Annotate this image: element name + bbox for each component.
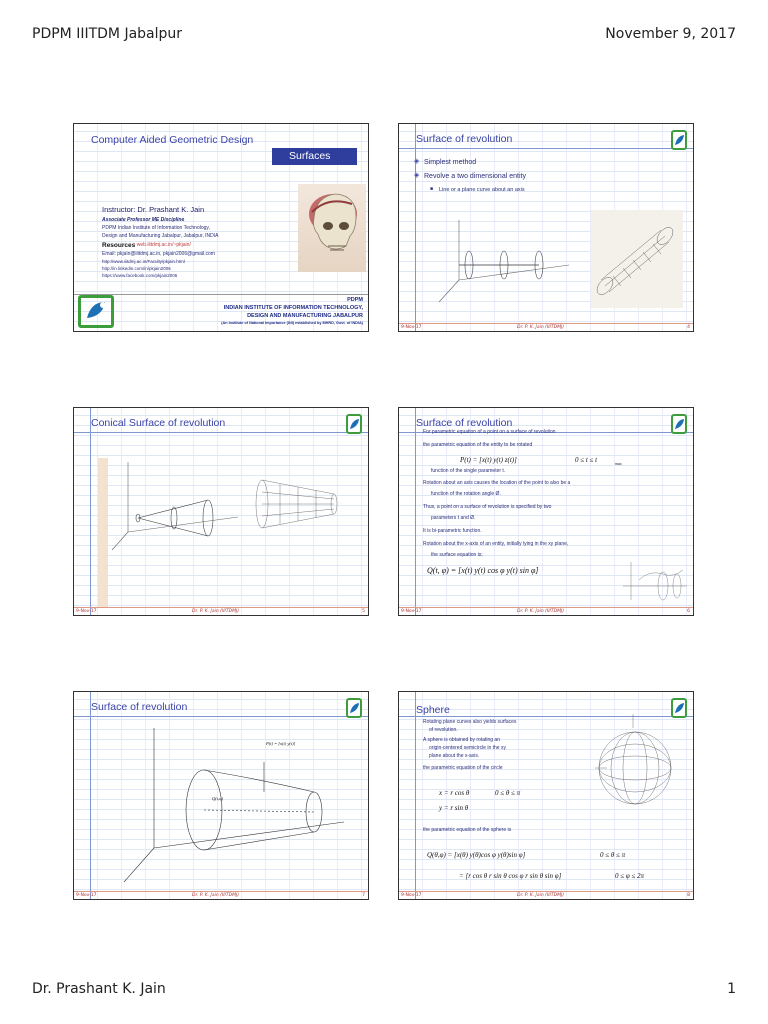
- equation-2: Q(t, φ) = [x(t) y(t) cos φ y(t) sin φ]: [427, 566, 539, 575]
- slide-6-title: Sphere: [416, 704, 450, 716]
- text-line-3: A sphere is obtained by rotating an: [423, 737, 500, 743]
- text-line-6: the parametric equation of the circle: [423, 765, 503, 771]
- equation-1-range: 0 ≤ t ≤ t: [575, 456, 598, 464]
- skull-image: [298, 184, 366, 272]
- instructor-role: Associate Professor ME Discipline: [102, 217, 185, 223]
- surfaces-badge: Surfaces: [272, 148, 357, 165]
- slide-3-date: 9-Nov-17: [76, 609, 97, 614]
- institute-line-2: Design and Manufacturing Jabalpur, Jabalpur, INDIA: [102, 233, 219, 239]
- slide-2-title: Surface of revolution: [416, 133, 513, 145]
- instructor-name: Instructor: Dr. Prashant K. Jain: [102, 205, 205, 214]
- text-line-7: the parametric equation of the sphere is: [423, 827, 512, 833]
- page-number: 1: [727, 981, 736, 997]
- revolution-sketch-figure: [619, 556, 691, 604]
- cone-mesh-figure: [252, 474, 342, 534]
- slide-5-author: Dr. P. K. Jain (IIITDMJ): [192, 893, 240, 898]
- text-line-10: the surface equation is;: [431, 552, 483, 558]
- institute-line-1: PDPM Indian Institute of Information Technology,: [102, 225, 210, 231]
- text-line-6: Thus, a point on a surface of revolution is specified by two: [423, 504, 552, 510]
- email-line: Email: pkjain@iiitdmj.ac.in, pkjain2006@gmail.com: [102, 251, 215, 257]
- slide-3-number: 5: [362, 609, 365, 614]
- slide-4-author: Dr. P. K. Jain (IIITDMJ): [517, 609, 565, 614]
- institute-logo: [78, 295, 114, 328]
- slide-2[interactable]: [398, 123, 694, 332]
- figure-label-p: P(t) = [x(t) y(t)]: [266, 741, 296, 746]
- cone-axis-figure: [108, 452, 248, 562]
- equation-4: = [r cos θ r sin θ cos φ r sin θ sin φ]: [459, 872, 562, 880]
- cone-figure-band: [98, 458, 108, 608]
- org-line-3: DESIGN AND MANUFACTURING JABALPUR: [247, 313, 363, 319]
- text-line-8: It is bi-parametric function.: [423, 528, 482, 534]
- slide-4-number: 6: [687, 609, 690, 614]
- slide-6[interactable]: [398, 691, 694, 900]
- org-line-4: (An Institute of National Importance (INI) established by MHRD, Govt. of INDIA): [221, 321, 363, 325]
- slide-logo-icon: [346, 698, 362, 718]
- page-header-left: PDPM IIITDM Jabalpur: [32, 26, 183, 42]
- url-3[interactable]: https://www.facebook.com/pkjain2006: [102, 273, 178, 278]
- text-line-7: parameters t and Ø.: [431, 515, 476, 521]
- slide-logo-icon: [671, 414, 687, 434]
- bullet-1: Simplest method: [424, 159, 477, 166]
- slide-5[interactable]: [73, 691, 369, 900]
- bullet-2: Revolve a two dimensional entity: [424, 173, 526, 180]
- text-line-9: Rotation about the x-axis of an entity, initially lying in the xy plane,: [423, 541, 569, 547]
- text-line-4: origin-centered semicircle in the xy: [429, 745, 506, 751]
- slide-4-date: 9-Nov-17: [401, 609, 422, 614]
- slide-3-author: Dr. P. K. Jain (IIITDMJ): [192, 609, 240, 614]
- equation-2: y = r sin θ: [439, 804, 469, 812]
- slide-1[interactable]: [73, 123, 369, 332]
- slide-5-title: Surface of revolution: [91, 701, 188, 713]
- page-footer-left: Dr. Prashant K. Jain: [32, 981, 166, 997]
- equation-1: x = r cos θ: [439, 789, 470, 797]
- slide-logo-icon: [671, 130, 687, 150]
- equation-1-sub: max: [615, 461, 622, 466]
- text-line-2: the parametric equation of the entity to be rotated: [423, 442, 533, 448]
- slide-5-date: 9-Nov-17: [76, 893, 97, 898]
- slide-2-author: Dr. P. K. Jain (IIITDMJ): [517, 325, 565, 330]
- url-2[interactable]: http://in.linkedin.com/in/pkjain2006: [102, 266, 171, 271]
- org-line-1: PDPM: [347, 297, 363, 303]
- text-line-5: plane about the x-axis.: [429, 753, 480, 759]
- text-line-1: For parametric equation of a point on a surface of revolution: [423, 429, 556, 435]
- url-1[interactable]: http://www.iiitdmj.ac.in/Faculty/pkjain.html: [102, 259, 185, 264]
- text-line-4: Rotation about an axis causes the location of the point to also be a: [423, 480, 571, 486]
- slide-4-title: Surface of revolution: [416, 417, 513, 429]
- sub-bullet-icon: ■: [430, 186, 434, 192]
- revolution-surface-figure: [114, 722, 354, 892]
- equation-3: Q(θ,φ) = [x(θ) y(θ)cos φ y(θ)sin φ]: [427, 851, 526, 859]
- text-line-1: Rotating plane curves also yields surfaces: [423, 719, 517, 725]
- slide-2-number: 4: [687, 325, 690, 330]
- slide-5-number: 7: [362, 893, 365, 898]
- bullet-1-icon: ◈: [414, 158, 420, 165]
- org-line-2: INDIAN INSTITUTE OF INFORMATION TECHNOLOGY,: [223, 305, 363, 311]
- page-header-right: November 9, 2017: [605, 26, 736, 42]
- text-line-2: of revolution.: [429, 727, 458, 733]
- revolution-axis-figure: [419, 210, 579, 310]
- cylinder-mesh-image: [591, 210, 683, 308]
- slide-6-author: Dr. P. K. Jain (IIITDMJ): [517, 893, 565, 898]
- equation-4-range: 0 ≤ φ ≤ 2π: [615, 872, 645, 880]
- slide-4[interactable]: [398, 407, 694, 616]
- sub-bullet-1: Line or a plane curve about an axis: [439, 187, 525, 193]
- slide-3-title: Conical Surface of revolution: [91, 417, 226, 429]
- resources-link[interactable]: : web.iiitdmj.ac.in/~pkjain/: [134, 242, 191, 248]
- resources-label: Resources: [102, 242, 136, 249]
- slide-6-date: 9-Nov-17: [401, 893, 422, 898]
- text-line-3: function of the single parameter t.: [431, 468, 506, 474]
- slide-logo-icon: [346, 414, 362, 434]
- equation-1: P(t) = [x(t) y(t) z(t)]: [460, 456, 517, 464]
- equation-1-range: 0 ≤ θ ≤ π: [495, 789, 521, 797]
- sphere-mesh-figure: [591, 712, 681, 808]
- text-line-5: function of the rotation angle Ø.: [431, 491, 501, 497]
- slide-6-number: 8: [687, 893, 690, 898]
- figure-label-q: Q(t,φ): [212, 796, 224, 801]
- equation-3-range: 0 ≤ θ ≤ π: [600, 851, 626, 859]
- slide-2-date: 9-Nov-17: [401, 325, 422, 330]
- slide-1-title: Computer Aided Geometric Design: [91, 134, 254, 146]
- bullet-2-icon: ◈: [414, 172, 420, 179]
- slide-3[interactable]: [73, 407, 369, 616]
